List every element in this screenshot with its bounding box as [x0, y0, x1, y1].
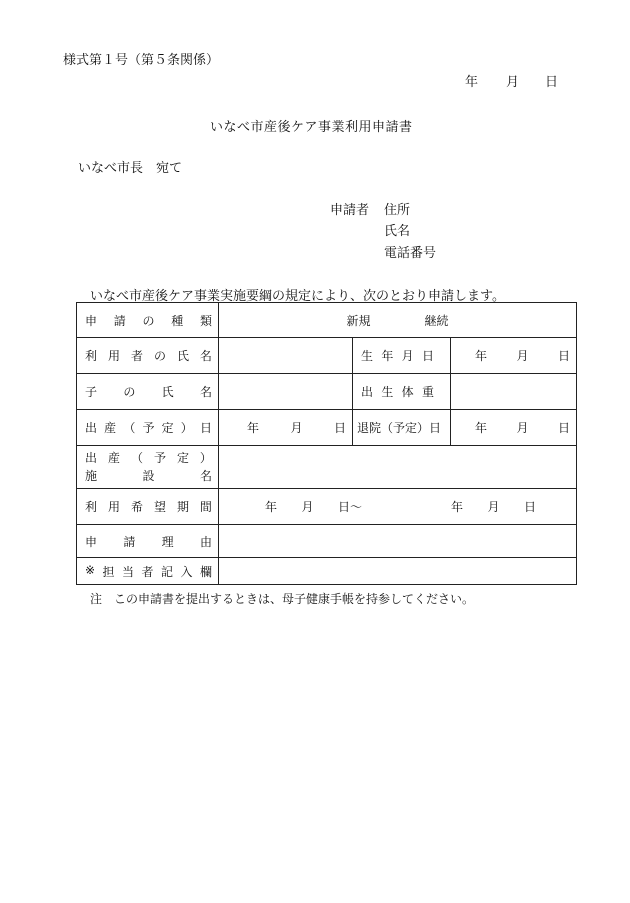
staff-entry-label: ※ 担 当 者 記 入 欄 — [77, 558, 219, 585]
document-title: いなべ市産後ケア事業利用申請書 — [210, 120, 413, 135]
delivery-facility-field[interactable] — [219, 446, 577, 489]
delivery-date-field[interactable]: 年 月 日 — [219, 410, 353, 446]
form-number-label: 様式第１号（第５条関係） — [63, 53, 220, 68]
table-row — [77, 303, 577, 338]
application-reason-label: 申 請 理 由 — [77, 525, 219, 558]
user-name-label: 利 用 者 の 氏 名 — [77, 338, 219, 374]
usage-period-field[interactable]: 年 月 日～ 年 月 日 — [219, 489, 577, 525]
discharge-date-field[interactable]: 年 月 日 — [451, 410, 577, 446]
applicant-name-label: 氏名 — [384, 224, 411, 239]
applicant-label: 申請者 — [330, 203, 370, 218]
table-row — [77, 338, 577, 374]
application-type-label: 申 請 の 種 類 — [77, 303, 219, 338]
staff-entry-field[interactable] — [219, 558, 577, 585]
table-row — [77, 446, 577, 489]
child-name-field[interactable] — [219, 374, 353, 410]
usage-period-label: 利 用 希 望 期 間 — [77, 489, 219, 525]
application-reason-field[interactable] — [219, 525, 577, 558]
birthdate-label: 生 年 月 日 — [353, 338, 451, 374]
date-year-label: 年 — [465, 75, 479, 90]
option-new[interactable]: 新規 — [346, 313, 371, 328]
delivery-date-label: 出 産 （ 予 定 ） 日 — [77, 410, 219, 446]
applicant-phone-label: 電話番号 — [384, 246, 437, 261]
intro-text: いなべ市産後ケア事業実施要綱の規定により、次のとおり申請します。 — [90, 289, 505, 304]
table-row — [77, 525, 577, 558]
user-name-field[interactable] — [219, 338, 353, 374]
application-type-options[interactable] — [219, 303, 577, 338]
table-row — [77, 558, 577, 585]
birthdate-field[interactable]: 年 月 日 — [451, 338, 577, 374]
child-name-label: 子 の 氏 名 — [77, 374, 219, 410]
birth-weight-field[interactable] — [451, 374, 577, 410]
date-month-label: 月 — [506, 75, 520, 90]
application-table — [76, 302, 577, 585]
option-continue[interactable]: 継続 — [424, 313, 449, 328]
delivery-facility-label: 出 産 （ 予 定 ） 施 設 名 — [77, 446, 219, 489]
discharge-date-label: 退院（予定）日 — [353, 410, 451, 446]
birth-weight-label: 出 生 体 重 — [353, 374, 451, 410]
table-row — [77, 374, 577, 410]
addressee: いなべ市長 宛て — [78, 161, 183, 176]
applicant-address-label: 住所 — [384, 203, 411, 218]
table-row — [77, 489, 577, 525]
note-text: 注 この申請書を提出するときは、母子健康手帳を持参してください。 — [90, 592, 475, 606]
date-day-label: 日 — [545, 75, 559, 90]
table-row — [77, 410, 577, 446]
